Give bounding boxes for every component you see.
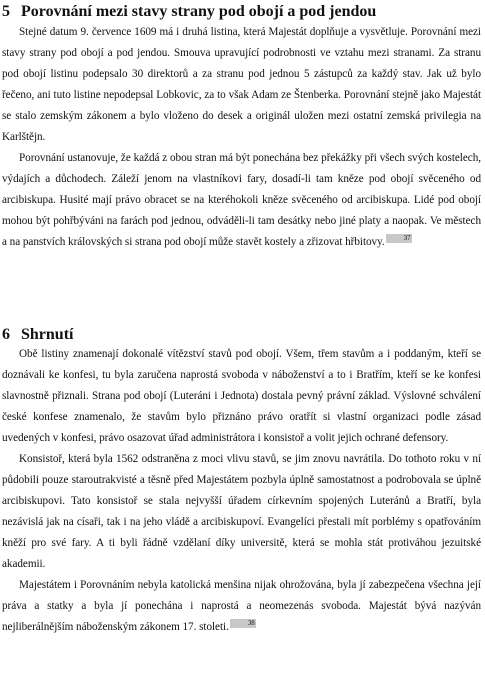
paragraph-text: Stejné datum 9. července 1609 má i druhá listina, která Majestát doplňuje a vysvětluje. Porovnání mezi stavy strany pod obojí a pod jendou. Smouva upravující podrobnosti ve vztahu mezi stranami. Za stranu pod obojí listinu podepsalo 30 direktorů a za stranu pod jednou 5 zástupců za každý stav. Jak už bylo řečeno, ani tuto listine nepodepsal Lobkovic, za to však Adam ze Štenberka. Porovnání stejně jako Majestát se stalo zemským zákonem a bylo vloženo do desek a originál uložen mezi ostatní zemská privilegia na Karlštějn. <box>2 26 481 143</box>
section-number: 6 <box>2 326 10 343</box>
section-6-body <box>2 344 481 638</box>
paragraph-text: Konsistoř, která byla 1562 odstraněna z moci vlivu stavů, se jim znovu navrátila. Do tothoto roku v ní půdobili pouze staroutrakvisté a těsně před Majestátem pozbyla úplně samostatnost a podrobovala se úplně arcibiskupovi. Tato konsistoř se stala nejvyšší úřadem církevním spojených Luteránů a Bratří, byla nezávislá jak na císaři, tak i na jeho vládě a arcibiskupoví. Evangelíci přestali mít porblémy s opatřováním kněží pro své fary. A ti byli řádně vzdělaní díky universitě, která se mohla stát protiváhou jezuitské akademii. <box>2 453 481 570</box>
section-5-body <box>2 22 481 253</box>
paragraph <box>2 22 481 148</box>
section-heading-6 <box>2 326 73 344</box>
paragraph <box>2 449 481 575</box>
section-heading-5 <box>2 3 376 21</box>
paragraph-text: Majestátem i Porovnáním nebyla katolická menšina nijak ohrožována, byla jí zabezpečena všechna její práva a statky a byla jí ponechána i naprostá a neomezenás svoboda. Majestát bývá nazýván nejliberálnějším náboženským zákonem 17. stoleti. <box>2 579 481 633</box>
paragraph-text: Obě listiny znamenají dokonalé vítězství stavů pod obojí. Všem, třem stavům a i poddaným, kteří se doznávali ke konfesi, tu byla zaručena naprostá svoboda v náboženství a to i Bratřím, kteří se ke konfesi slavnostně přiznali. Strana pod obojí (Luteráni i Jednota) dostala pevný právní základ. Výslovné schválení české konfese znamenalo, že stavům bylo přiznáno právo oratřít si vlastní organizaci podle zásad uvedených v konfesi, právo osazovat úřad administrátora i konsistoř a volit jejich ochrané defensory. <box>2 348 481 444</box>
section-number: 5 <box>2 3 10 20</box>
paragraph <box>2 148 481 253</box>
paragraph <box>2 344 481 449</box>
paragraph <box>2 575 481 638</box>
footnote-reference[interactable]: 38 <box>230 619 256 628</box>
paragraph-text: Porovnání ustanovuje, že každá z obou stran má být ponechána bez překážky při všech svých kostelech, výdajích a důchodech. Záleží jenom na vlastníkovi fary, dosadí-li tam kněze pod obojí svěceného od arcibiskupa. Husité mají právo obracet se na kteréhokoli kněze svěceného od arcibiskupa. Lidé pod obojí mohou být pohřbýváni na farách pod jednou, odváděli-li tam desátky nebo jiné platy a naopak. Ve městech a na panstvích královských si strana pod obojí může stavět kostely a zřizovat hřbitovy. <box>2 152 481 248</box>
section-title: Porovnání mezi stavy strany pod obojí a pod jendou <box>21 3 377 20</box>
section-title: Shrnutí <box>21 326 74 343</box>
footnote-reference[interactable]: 37 <box>386 234 412 243</box>
